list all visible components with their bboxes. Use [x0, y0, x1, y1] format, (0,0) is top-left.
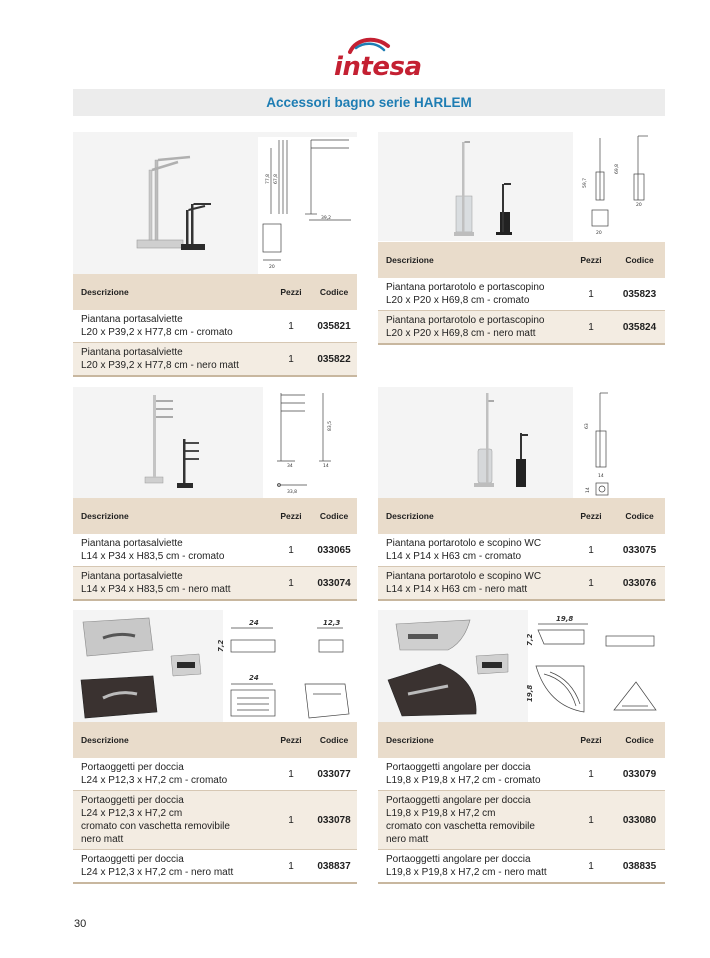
table-row — [378, 534, 665, 567]
product-code: 035824 — [614, 311, 665, 345]
dimension-label: 20 — [596, 231, 602, 236]
description-line: L19,8 x P19,8 x H7,2 cm — [386, 808, 496, 819]
header-code: Codice — [311, 498, 357, 534]
dimension-label: 33,8 — [287, 490, 298, 495]
product-description — [378, 567, 568, 601]
brand-name: intesa — [334, 52, 422, 82]
table-row — [378, 758, 665, 791]
product-qty: 1 — [271, 534, 311, 567]
table-row — [73, 343, 357, 377]
product-code: 035823 — [614, 278, 665, 311]
product-code: 033074 — [311, 567, 357, 601]
header-code: Codice — [614, 722, 665, 758]
brand-logo — [330, 36, 422, 82]
product-description — [378, 534, 568, 567]
description-line: L19,8 x P19,8 x H7,2 cm - cromato — [386, 775, 541, 786]
dimension-label: 20 — [636, 203, 642, 208]
dimension-label: 14 — [586, 487, 591, 493]
description-line: Portaoggetti angolare per doccia — [386, 854, 531, 865]
product-qty: 1 — [568, 758, 614, 791]
product-qty: 1 — [568, 850, 614, 884]
product-table-2 — [378, 242, 665, 345]
dimension-label: 7,2 — [526, 633, 534, 646]
product-qty: 1 — [568, 791, 614, 850]
product-code: 033077 — [311, 758, 357, 791]
table-header-row — [378, 498, 665, 534]
table-row — [73, 567, 357, 601]
description-line: L24 x P12,3 x H7,2 cm - nero matt — [81, 867, 234, 878]
dimension-label: 59,7 — [583, 177, 588, 188]
page-title: Accessori bagno serie HARLEM — [73, 89, 665, 116]
description-line: L19,8 x P19,8 x H7,2 cm - nero matt — [386, 867, 547, 878]
product-code: 035821 — [311, 310, 357, 343]
description-line: Portaoggetti angolare per doccia — [386, 795, 531, 806]
dimension-label: 63 — [585, 423, 590, 429]
dimension-label: 19,8 — [526, 684, 534, 702]
description-line: cromato con vaschetta removibile — [81, 821, 230, 832]
table-row — [378, 567, 665, 601]
product-table-5 — [73, 722, 357, 884]
description-line: Portaoggetti per doccia — [81, 795, 184, 806]
description-line: L24 x P12,3 x H7,2 cm — [81, 808, 183, 819]
product-qty: 1 — [271, 850, 311, 884]
dimension-label: 83,5 — [328, 420, 333, 431]
dimension-label: 24 — [249, 619, 259, 627]
description-line: Piantana portarotolo e portascopino — [386, 315, 545, 326]
product-description — [378, 311, 568, 345]
header-description: Descrizione — [378, 242, 568, 278]
dimension-label: 20 — [269, 265, 275, 270]
table-row — [73, 758, 357, 791]
header-code: Codice — [614, 242, 665, 278]
header-code: Codice — [311, 722, 357, 758]
product-code: 033079 — [614, 758, 665, 791]
description-line: cromato con vaschetta removibile — [386, 821, 535, 832]
table-header-row — [73, 274, 357, 310]
description-line: nero matt — [386, 834, 429, 845]
product-table-3 — [73, 498, 357, 601]
header-qty: Pezzi — [271, 722, 311, 758]
product-code: 033075 — [614, 534, 665, 567]
header-qty: Pezzi — [568, 498, 614, 534]
header-code: Codice — [311, 274, 357, 310]
product-qty: 1 — [271, 791, 311, 850]
page-number: 30 — [74, 918, 87, 930]
product-qty: 1 — [271, 758, 311, 791]
header-description: Descrizione — [378, 498, 568, 534]
product-description — [378, 850, 568, 884]
product-code: 038837 — [311, 850, 357, 884]
product-code: 033078 — [311, 791, 357, 850]
product-qty: 1 — [568, 567, 614, 601]
description-line: Portaoggetti per doccia — [81, 854, 184, 865]
table-header-row — [73, 498, 357, 534]
description-line: Piantana portasalviette — [81, 571, 183, 582]
description-line: Portaoggetti angolare per doccia — [386, 762, 531, 773]
product-image-1 — [73, 132, 357, 274]
description-line: Piantana portarotolo e scopino WC — [386, 538, 542, 549]
product-code: 033065 — [311, 534, 357, 567]
product-description — [73, 310, 271, 343]
description-line: L20 x P20 x H69,8 cm - nero matt — [386, 328, 536, 339]
description-line: L14 x P34 x H83,5 cm - cromato — [81, 551, 225, 562]
product-description — [378, 791, 568, 850]
description-line: L24 x P12,3 x H7,2 cm - cromato — [81, 775, 228, 786]
header-qty: Pezzi — [568, 242, 614, 278]
header-description: Descrizione — [378, 722, 568, 758]
product-qty: 1 — [568, 311, 614, 345]
header-qty: Pezzi — [271, 274, 311, 310]
description-line: Piantana portasalviette — [81, 538, 183, 549]
table-header-row — [378, 722, 665, 758]
dimension-label: 7,2 — [217, 639, 225, 652]
header-code: Codice — [614, 498, 665, 534]
product-code: 033080 — [614, 791, 665, 850]
description-line: L20 x P39,2 x H77,8 cm - cromato — [81, 327, 233, 338]
dimension-label: 67,8 — [274, 173, 279, 184]
product-description — [73, 534, 271, 567]
dimension-label: 24 — [249, 674, 259, 682]
table-header-row — [378, 242, 665, 278]
dimension-label: 69,8 — [615, 163, 620, 174]
table-row — [378, 311, 665, 345]
dimension-label: 19,8 — [556, 615, 574, 623]
description-line: L20 x P20 x H69,8 cm - cromato — [386, 295, 530, 306]
product-description — [378, 278, 568, 311]
header-qty: Pezzi — [568, 722, 614, 758]
description-line: Piantana portasalviette — [81, 347, 183, 358]
header-description: Descrizione — [73, 274, 271, 310]
product-description — [73, 567, 271, 601]
dimension-label: 14 — [598, 474, 604, 479]
dimension-label: 39,2 — [321, 216, 332, 221]
description-line: nero matt — [81, 834, 124, 845]
header-qty: Pezzi — [271, 498, 311, 534]
product-description — [73, 850, 271, 884]
table-row — [73, 310, 357, 343]
description-line: Portaoggetti per doccia — [81, 762, 184, 773]
header-description: Descrizione — [73, 722, 271, 758]
description-line: Piantana portarotolo e portascopino — [386, 282, 545, 293]
table-row — [73, 534, 357, 567]
table-header-row — [73, 722, 357, 758]
product-image-5 — [73, 610, 357, 722]
description-line: L14 x P34 x H83,5 cm - nero matt — [81, 584, 231, 595]
header-description: Descrizione — [73, 498, 271, 534]
product-qty: 1 — [568, 278, 614, 311]
dimension-label: 34 — [287, 464, 293, 469]
product-image-4 — [378, 387, 665, 498]
product-image-2 — [378, 132, 665, 241]
table-row — [73, 850, 357, 884]
product-code: 035822 — [311, 343, 357, 377]
product-description — [73, 758, 271, 791]
product-code: 038835 — [614, 850, 665, 884]
table-row — [378, 791, 665, 850]
description-line: L14 x P14 x H63 cm - nero matt — [386, 584, 528, 595]
product-qty: 1 — [271, 310, 311, 343]
product-table-4 — [378, 498, 665, 601]
description-line: Piantana portasalviette — [81, 314, 183, 325]
description-line: L14 x P14 x H63 cm - cromato — [386, 551, 522, 562]
product-image-6 — [378, 610, 665, 722]
product-qty: 1 — [271, 343, 311, 377]
dimension-label: 12,3 — [323, 619, 341, 627]
product-qty: 1 — [568, 534, 614, 567]
product-qty: 1 — [271, 567, 311, 601]
product-code: 033076 — [614, 567, 665, 601]
product-image-3 — [73, 387, 357, 498]
product-table-1 — [73, 274, 357, 377]
table-row — [73, 791, 357, 850]
table-row — [378, 850, 665, 884]
description-line: L20 x P39,2 x H77,8 cm - nero matt — [81, 360, 239, 371]
product-description — [73, 343, 271, 377]
product-description — [378, 758, 568, 791]
dimension-label: 14 — [323, 464, 329, 469]
product-table-6 — [378, 722, 665, 884]
description-line: Piantana portarotolo e scopino WC — [386, 571, 542, 582]
product-description — [73, 791, 271, 850]
dimension-label: 77,8 — [266, 173, 271, 184]
table-row — [378, 278, 665, 311]
